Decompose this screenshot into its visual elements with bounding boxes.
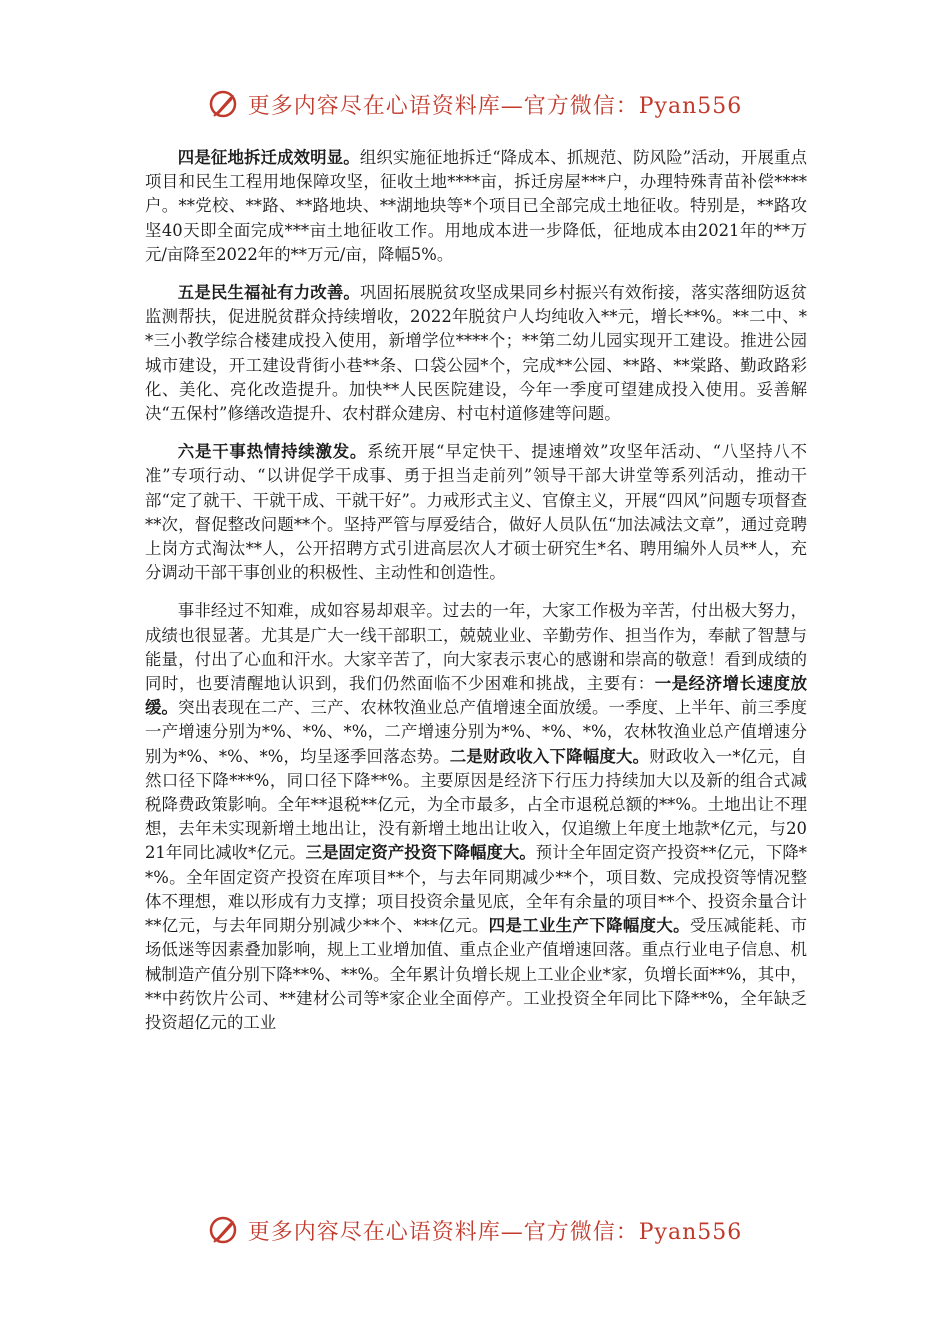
footer-watermark-banner (0, 1210, 950, 1250)
watermark-text: 更多内容尽在心语资料库—官方微信：Pyan556 (247, 93, 743, 119)
pen-logo-icon (208, 87, 242, 121)
watermark-text: 更多内容尽在心语资料库—官方微信：Pyan556 (247, 1219, 743, 1245)
paragraph-challenges: 事非经过不知难，成如容易却艰辛。过去的一年，大家工作极为辛苦，付出极大努力，成绩也很显著。尤其是广大一线干部职工，兢兢业业、辛勤劳作、担当作为，奉献了智慧与能量，付出了心血和汗水。大家辛苦了，向大家表示衷心的感谢和崇高的敬意！看到成绩的同时，也要清醒地认识到，我们仍然面临不少困难和挑战，主要有：一是经济增长速度放缓。突出表现在二产、三产、农林牧渔业总产值增速全面放缓。一季度、上半年、前三季度一产增速分别为*%、*%、*%，二产增速分别为*%、*%、*%，农林牧渔业总产值增速分别为*%、*%、*%，均呈逐季回落态势。二是财政收入下降幅度大。财政收入一*亿元，自然口径下降***%，同口径下降**%。主要原因是经济下行压力持续加大以及新的组合式减税降费政策影响。全年**退税**亿元，为全市最多，占全市退税总额的**%。土地出让不理想，去年未实现新增土地出让，没有新增土地出让收入，仅追缴上年度土地款*亿元，与2021年同比减收*亿元。三是固定资产投资下降幅度大。预计全年固定资产投资**亿元，下降**%。全年固定资产投资在库项目**个，与去年同期减少**个，项目数、完成投资等情况整体不理想，难以形成有力支撑；项目投资余量见底，全年有余量的项目**个、投资余量合计**亿元，与去年同期分别减少**个、***亿元。四是工业生产下降幅度大。受压减能耗、市场低迷等因素叠加影响，规上工业增加值、重点企业产值增速回落。重点行业电子信息、机械制造产值分别下降**%、**%。全年累计负增长规上工业企业*家，负增长面**%，其中，**中药饮片公司、**建材公司等*家企业全面停产。工业投资全年同比下降**%，全年缺乏投资超亿元的工业 (145, 601, 808, 1032)
paragraph-land-acquisition: 四是征地拆迁成效明显。组织实施征地拆迁“降成本、抓规范、防风险”活动，开展重点项目和民生工程用地保障攻坚，征收土地****亩，拆迁房屋***户，办理特殊青苗补偿****户。**党校、**路、**路地块、**湖地块等*个项目已全部完成土地征收。特别是，**路攻坚40天即全面完成***亩土地征收工作。用地成本进一步降低，征地成本由2021年的**万元/亩降至2022年的**万元/亩，降幅5%。 (145, 148, 807, 264)
pen-logo-icon (208, 1213, 242, 1247)
header-watermark-banner (0, 84, 950, 124)
paragraph-livelihood: 五是民生福祉有力改善。巩固拓展脱贫攻坚成果同乡村振兴有效衔接，落实落细防返贫监测帮扶，促进脱贫群众持续增收，2022年脱贫户人均纯收入**元，增长**%。**二中、**三小教学综合楼建成投入使用，新增学位****个；**第二幼儿园实现开工建设。推进公园城市建设，开工建设背街小巷**条、口袋公园*个，完成**公园、**路、**棠路、勤政路彩化、美化、亮化改造提升。加快**人民医院建设，今年一季度可望建成投入使用。妥善解决“五保村”修缮改造提升、农村群众建房、村屯村道修建等问题。 (145, 283, 807, 424)
paragraph-cadre-enthusiasm: 六是干事热情持续激发。系统开展“早定快干、提速增效”攻坚年活动、“八坚持八不准”专项行动、“以讲促学干成事、勇于担当走前列”领导干部大讲堂等系列活动，推动干部“定了就干、干就干成、干就干好”。力戒形式主义、官僚主义，开展“四风”问题专项督查**次，督促整改问题**个。坚持严管与厚爱结合，做好人员队伍“加法减法文章”，通过竞聘上岗方式淘汰**人，公开招聘方式引进高层次人才硕士研究生*名、聘用编外人员**人，充分调动干部干事创业的积极性、主动性和创造性。 (145, 442, 808, 583)
document-body (145, 146, 807, 1049)
